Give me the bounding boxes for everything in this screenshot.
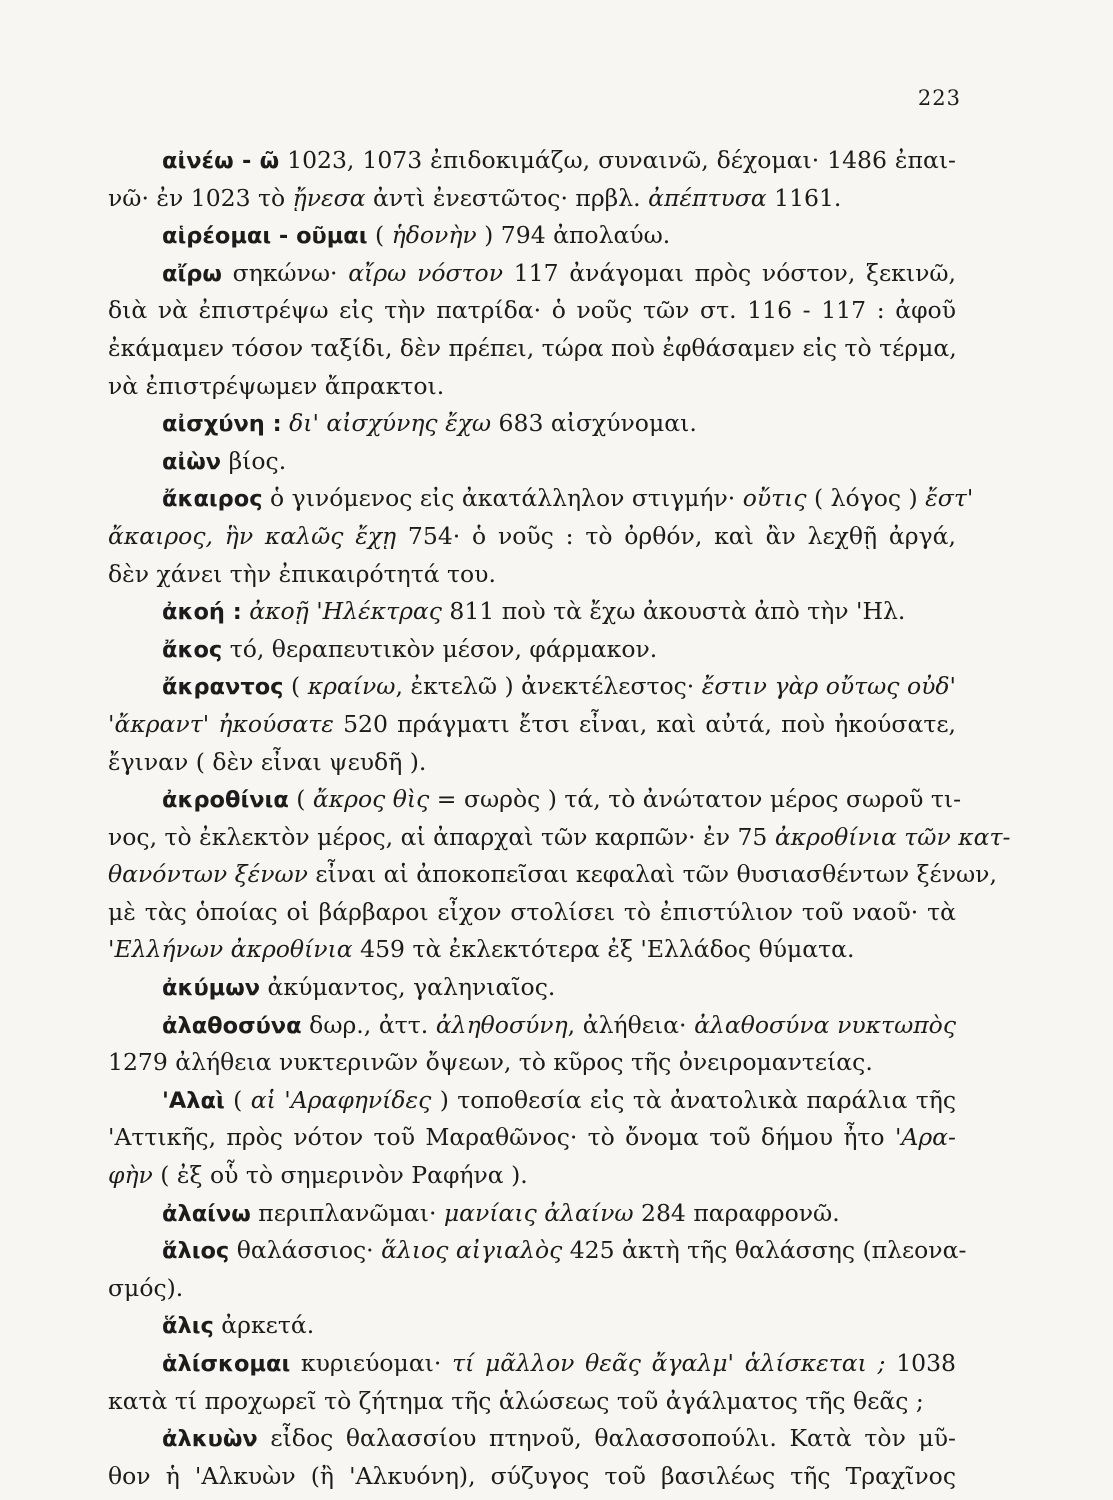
text-line — [108, 1082, 956, 1120]
text-line — [108, 405, 956, 443]
text-line — [108, 819, 1011, 857]
definition-text: ἀντὶ ἐνεστῶτος· πρβλ. — [365, 183, 649, 212]
quotation: ἀπέπτυσα — [648, 183, 767, 212]
definition-text: 811 ποὺ τὰ ἔχω ἀκουστὰ ἀπὸ τὴν 'Ηλ. — [441, 597, 906, 626]
text-line — [108, 1307, 956, 1345]
definition-text: ( λόγος ) — [806, 484, 926, 513]
text-line — [108, 856, 997, 894]
definition-text: νῶ· ἐν 1023 τὸ — [108, 183, 293, 212]
quotation: θανόντων ξένων — [108, 860, 308, 889]
definition-text: 1279 ἀλήθεια νυκτερινῶν ὄψεων, τὸ κῦρος τῆς ὀνειρομαντείας. — [108, 1048, 873, 1077]
definition-text: = σωρὸς ) τά, τὸ ἀνώτατον μέρος σωροῦ τι- — [429, 785, 962, 814]
text-line — [108, 593, 956, 631]
definition-text: ἐκάμαμεν τόσον ταξίδι, δὲν πρέπει, τώρα ποὺ ἐφθάσαμεν εἰς τὸ τέρμα, — [108, 333, 957, 362]
quotation: κραίνω — [307, 672, 396, 701]
quotation: ἡδονὴν — [391, 221, 477, 250]
text-line — [108, 556, 956, 594]
headword: αἱρέομαι - οῦμαι — [162, 223, 368, 250]
definition-text: 754· ὁ νοῦς : τὸ ὀρθόν, καὶ ἂν λεχθῇ ἀργά, — [396, 521, 956, 550]
text-line — [108, 142, 956, 180]
definition-text: σηκώνω· — [221, 258, 349, 287]
definition-text: 520 πράγματι ἔτσι εἶναι, καὶ αὐτά, ποὺ ἠκούσατε, — [333, 709, 956, 738]
text-line — [108, 1119, 956, 1157]
definition-text: σμός). — [108, 1273, 184, 1302]
definition-text: 1023, 1073 ἐπιδοκιμάζω, συναινῶ, δέχομαι· 1486 ἐπαι- — [279, 146, 956, 174]
text-line — [108, 1195, 956, 1233]
text-line — [108, 706, 956, 744]
text-line — [108, 894, 956, 932]
definition-text: 117 ἀνάγομαι πρὸς νόστον, ξεκινῶ, — [502, 258, 956, 287]
definition-text: διὰ νὰ ἐπιστρέψω εἰς τὴν πατρίδα· ὁ νοῦς τῶν στ. 116 - 117 : ἀφοῦ — [108, 296, 956, 325]
headword: ἅλιος — [162, 1238, 230, 1265]
quotation: ἄκρος θὶς — [312, 785, 430, 814]
text-line — [108, 518, 956, 556]
quotation: ἀκροθίνια τῶν κατ- — [774, 822, 1011, 851]
headword: ἄκραντος — [162, 674, 284, 701]
definition-text: μὲ τὰς ὁποίας οἱ βάρβαροι εἶχον στολίσει τὸ ἐπιστύλιον τοῦ ναοῦ· τὰ — [108, 897, 956, 926]
definition-text: 284 παραφρονῶ. — [633, 1198, 840, 1227]
definition-text — [282, 409, 289, 437]
definition-text: θον ἡ 'Αλκυὼν (ἢ 'Αλκυόνη), σύζυγος τοῦ βασιλέως τῆς Τραχῖνος — [108, 1461, 956, 1490]
definition-text: ( — [288, 785, 313, 814]
definition-text: , ἀλήθεια· — [567, 1010, 695, 1039]
text-line — [108, 330, 956, 368]
quotation: ἀλαθοσύνα νυκτωπὸς — [694, 1010, 956, 1039]
quotation: 'Αρα- — [894, 1123, 956, 1152]
quotation: ἄκαιρος, ἣν καλῶς ἔχῃ — [108, 521, 397, 550]
definition-text: 1161. — [766, 183, 842, 212]
headword: ἀκροθίνια — [162, 787, 289, 814]
text-line — [108, 1157, 956, 1195]
text-line — [108, 1458, 956, 1496]
quotation: αἴρω νόστον — [348, 258, 503, 287]
headword: ἄκαιρος — [162, 486, 263, 513]
text-line — [108, 180, 956, 218]
text-line — [108, 1420, 956, 1458]
definition-text: 683 αἰσχύνομαι. — [491, 409, 697, 438]
headword: 'Αλαὶ — [162, 1087, 225, 1114]
definition-text: 459 τὰ ἐκλεκτότερα ἐξ 'Ελλάδος θύματα. — [352, 935, 855, 964]
definition-text: νὰ ἐπιστρέψωμεν ἄπρακτοι. — [108, 371, 445, 400]
definition-text: 'Αττικῆς, πρὸς νότον τοῦ Μαραθῶνος· τὸ ὄνομα τοῦ δήμου ἦτο — [108, 1123, 895, 1152]
lexicon-text — [108, 142, 1011, 1495]
text-line — [108, 744, 956, 782]
headword: ἀλαίνω — [162, 1200, 251, 1227]
headword: αἰσχύνη : — [162, 411, 282, 438]
definition-text: , ἐκτελῶ ) ἀνεκτέλεστος· — [395, 672, 702, 701]
definition-text: τό, θεραπευτικὸν μέσον, φάρμακον. — [222, 634, 658, 663]
text-line — [108, 631, 956, 669]
text-line — [108, 480, 974, 518]
text-line — [108, 217, 956, 255]
text-line — [108, 668, 956, 706]
headword: αἰνέω - ῶ — [162, 148, 280, 174]
quotation: ἔστ' — [925, 484, 974, 513]
definition-text: κατὰ τί προχωρεῖ τὸ ζήτημα τῆς ἁλώσεως τοῦ ἀγάλματος τῆς θεᾶς ; — [108, 1386, 924, 1415]
definition-text: ) τοποθεσία εἰς τὰ ἀνατολικὰ παράλια τῆς — [431, 1085, 956, 1114]
definition-text: ( — [224, 1085, 251, 1114]
text-line — [108, 292, 956, 330]
text-line — [108, 1044, 956, 1082]
definition-text: ἀκύμαντος, γαληνιαῖος. — [260, 973, 556, 1002]
headword: ἅλις — [162, 1313, 214, 1340]
quotation: μανίαις ἀλαίνω — [443, 1198, 634, 1227]
quotation: φὴν — [108, 1161, 153, 1190]
definition-text: εἶδος θαλασσίου πτηνοῦ, θαλασσοπούλι. Κατὰ τὸν μῦ- — [257, 1424, 956, 1453]
text-line — [108, 1345, 956, 1383]
quotation: ἅλιος αἰγιαλὸς — [381, 1236, 563, 1265]
quotation: 'ἄκραντ' ἠκούσατε — [108, 709, 334, 738]
text-line — [108, 1232, 967, 1270]
definition-text: ( — [283, 672, 308, 701]
text-line — [108, 1270, 956, 1308]
quotation: 'Ελλήνων ἀκροθίνια — [108, 935, 353, 964]
headword: αἰὼν — [162, 448, 222, 475]
definition-text: ( — [367, 221, 392, 250]
quotation: αἱ 'Αραφηνίδες — [250, 1085, 432, 1114]
quotation: ἀληθοσύνη — [435, 1010, 568, 1039]
headword: ἀκύμων — [162, 975, 261, 1002]
definition-text: βίος. — [221, 446, 287, 475]
definition-text: ) 794 ἀπολαύω. — [476, 221, 671, 250]
quotation: ἀκοῇ 'Ηλέκτρας — [249, 597, 442, 626]
definition-text: 425 ἀκτὴ τῆς θαλάσσης (πλεονα- — [562, 1236, 967, 1265]
quotation: ἔστιν γὰρ οὔτως οὐδ' — [701, 672, 957, 701]
text-line — [108, 781, 962, 819]
text-line — [108, 969, 956, 1007]
headword: αἴρω — [162, 260, 222, 287]
definition-text: περιπλανῶμαι· — [250, 1198, 444, 1227]
text-line — [108, 443, 956, 481]
definition-text: εἶναι αἱ ἀποκοπεῖσαι κεφαλαὶ τῶν θυσιασθέντων ξένων, — [307, 860, 997, 889]
text-line — [108, 1007, 956, 1045]
headword: ἀλαθοσύνα — [162, 1012, 302, 1039]
text-line — [108, 368, 956, 406]
quotation: οὔτις — [742, 484, 807, 513]
definition-text: θαλάσσιος· — [229, 1236, 382, 1265]
quotation: ᾔνεσα — [292, 183, 366, 212]
definition-text: ἔγιναν ( δὲν εἶναι ψευδῆ ). — [108, 747, 427, 776]
definition-text: ( ἐξ οὗ τὸ σημερινὸν Ραφήνα ). — [152, 1161, 528, 1190]
page-number: 223 — [917, 86, 961, 110]
definition-text: νος, τὸ ἐκλεκτὸν μέρος, αἱ ἀπαρχαὶ τῶν καρπῶν· ἐν 75 — [108, 822, 775, 851]
text-line — [108, 255, 956, 293]
headword: ἀκοή : — [162, 599, 242, 626]
definition-text: ὁ γινόμενος εἰς ἀκατάλληλον στιγμήν· — [262, 484, 743, 513]
definition-text: κυριεύομαι· — [290, 1349, 453, 1377]
headword: ἀλκυὼν — [162, 1426, 258, 1453]
headword: ἄκος — [162, 636, 223, 663]
headword: ἁλίσκομαι — [162, 1351, 291, 1377]
text-line — [108, 1383, 956, 1421]
text-line — [108, 931, 956, 969]
definition-text: 1038 — [885, 1349, 957, 1377]
quotation: δι' αἰσχύνης ἔχω — [289, 409, 492, 438]
definition-text: δωρ., ἀττ. — [301, 1010, 436, 1039]
quotation: τί μᾶλλον θεᾶς ἄγαλμ' ἁλίσκεται ; — [452, 1349, 886, 1377]
definition-text: δὲν χάνει τὴν ἐπικαιρότητά του. — [108, 559, 496, 588]
definition-text: ἀρκετά. — [213, 1311, 315, 1340]
